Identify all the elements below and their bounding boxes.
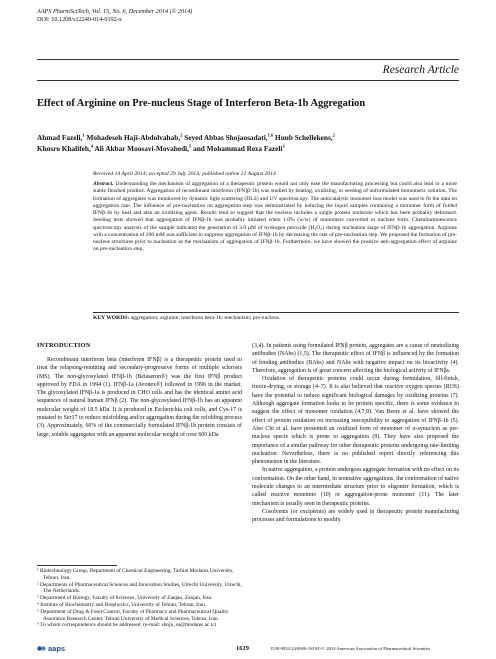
footnote: ² Departments of Pharmaceutical Sciences and Innovation Studies, Utrecht University, Utrecht, The Netherlands. [37,581,243,595]
paragraph: Oxidation of therapeutic proteins could occur during formulation, fill-finish, freeze-drying, or storage (4–7). It is also believed that reactive oxygen species (ROS) have the potential to induce significant biological damages by oxidizing proteins (7). Although aggregate formation looks to be protein specific, there is some evidence to suggest the effect of monomer oxidation (4,7,8). Van Beers et al. have showed the effect of protein oxidation on increasing susceptibility to aggregation of IFNβ-1b (5). Also Chi et al. have presented an oxidized form of monomer of α-synuclein as pre-nucleus specie which is prone to aggregation (9). They have also proposed the importance of a similar pathway for other therapeutic proteins undergoing rate-limiting nucleation. Nevertheless, there is no published report directly referencing this phenomenon in the literature. [252,376,459,466]
footnotes [37,568,242,629]
journal-header: AAPS PharmSciTech, Vol. 15, No. 6, December 2014 (© 2014) [37,8,193,15]
author-name: Huub Schellekens, [275,133,333,142]
author-name: Mohadeseh Haji-Abdolvahab, [86,133,181,142]
author-affiliation: 3 [282,143,285,149]
keywords-rule [93,312,459,313]
footnote: ³ Department of Biology, Faculty of Sciences, University of Zanjan, Zanjan, Iran. [37,595,213,602]
author-affiliation: 2 [332,132,335,138]
bottom-rule [37,80,459,81]
paragraph: (3,4). In patients using formulated IFNβ protein, aggregates are a cause of neutralizing antibodies (NAbs) (1,5). The therapeutic effect of IFNβ is influenced by the formation of binding antibodies (BAbs) and NAbs with negative impact on its bioactivity (4). Therefore, aggregation is of great concern affecting the biological activity of IFNβs. [252,343,459,374]
aaps-logo [37,644,65,653]
abstract-text: Understanding the mechanism of aggregation of a therapeutic protein would not only ease the manufacturing processing but could also lead to a more stable finished product. Aggregation of recombinant interferon (IFN)β-1b) was studied by heating, oxidizing, or seeding of unformulated monomeric solution. The formation of aggregates was monitored by dynamic light scattering (DLS) and UV spectroscopy. The autocatalytic monomer loss model was used to fit the data on aggregation rate. The influence of pre-nucleation on aggregation step was demonstrated by inducing the liquid samples containing a monomer form of folded IFNβ-1b by heat and also an oxidizing agent. Results tend to suggest that the nucleus includes a single protein molecule which has been probably deformed. Seeding tests showed that aggregation of IFNβ-1b was probably initiated when 1.0% (w/w) of monomers converted to nucleus form. Chemiluminescence spectroscopy analysis of the sample indicated the generation of 3.0 μM of hydrogen peroxide (H₂O₂) during nucleation stage of IFNβ-1b aggregation. Arginine with a concentration of 200 mM was sufficient to suppress aggregation of IFNβ-1b by decreasing the rate of pre-nucleation step. We proposed the formation of pre-nucleus structures prior to nucleation as the mechanism of aggregation of IFNβ-1b. Furthermore, we have showed the positive anti-aggregation effect of arginine on pre-nucleation step. [93,181,457,253]
doi-line: DOI: 10.1208/s12249-014-0192-x [37,16,122,23]
aaps-logo-text: aaps [48,644,66,653]
footnote: ⁵ Department of Drug & Food Control, Faculty of Pharmacy and Pharmaceutical Quality Assurance Research Center, Tehran University of Medical Sciences, Tehran, Iran. [37,608,229,622]
left-column [37,356,242,439]
article-title: Effect of Arginine on Pre-nucleus Stage of Interferon Beta-1b Aggregation [37,98,366,109]
author-affiliation: 4 [90,143,94,149]
author-name: Ali Akbar Moosavi-Movahedi, [94,144,189,153]
author-affiliation: 5 [189,143,192,149]
author-name: and Mohammad Reza Fazeli [193,144,283,153]
right-column [252,342,459,525]
received-dates: Received 14 April 2014; accepted 29 July 2014; published online 21 August 2014 [93,171,276,177]
author-affiliation: 1 [82,132,85,138]
footnote-rule [37,565,117,566]
introduction-heading: INTRODUCTION [37,342,91,349]
author-affiliation: 2 [180,132,183,138]
paragraph: In native aggregation, a protein undergoes aggregate formation with no effect on its conformation. On the other hand, in nonnative aggregations, the conformation of native molecule changes to an intermediate structure prior to oligomer formation, which is called reactive monomer (10) or aggregation-prone monomer (11). The later mechanism is usually seen in therapeutic proteins. [252,467,459,507]
keywords-label: KEY WORDS: [93,315,130,321]
paragraph: Recombinant interferon beta (interferon IFNβ) is a therapeutic protein used to treat the relapsing-remitting and secondary-progressive forms of multiple sclerosis (MS). The non-glycosylated IFNβ-1b (Betaseron®) was the first IFNβ product approved by FDA in 1994 (1). IFNβ-1a (Avonex®) followed in 1996 in the market. The glycosylated IFNβ-1a is produced in CHO cells and has the identical amino acid sequences of natural human IFNβ (2). The non-glycosylated IFNβ-1b has an apparent molecular weight of 18.5 kDa. It is produced in Escherichia coli cells, and Cys-17 is mutated to Ser17 to reduce misfolding and/or aggregation during the refolding process (3). Approximately, 60% of the commercially formulated IFNβ-1b protein consists of large, soluble aggregates with an apparent molecular weight of over 600 kDa [37,357,242,438]
abstract-label: Abstract. [93,181,114,187]
top-rule [37,59,459,60]
footnote: ⁴ Institute of Biochemistry and Biophysics, University of Tehran, Tehran, Iran. [37,601,207,608]
abstract [93,181,457,254]
aaps-logo-icon [37,645,46,652]
author-list [37,132,467,154]
author-name: Seyed Abbas Shojaosadati, [184,133,268,142]
footnote: ⁶ To whom correspondence should be addressed. (e-mail: shoja_sa@modares.ac.ir) [37,622,216,629]
author-affiliation: 1,6 [267,132,274,138]
page-number: 1619 [236,645,249,652]
author-name: Ahmad Fazeli, [37,133,83,142]
keywords-text: aggregation; arginine; interferon beta-1b; mechanism; pre-nucleus. [130,315,281,321]
paragraph: Cosolvents (or excipients) are widely used in therapeutic protein manufacturing processes and formulations to modify [252,508,459,524]
copyright-line: 1530-9932/14/0600-1619/0 © 2014 American Association of Pharmaceutical Scientists [270,646,431,651]
footnote: ¹ Biotechnology Group, Department of Chemical Engineering, Tarbiat Modares University, Tehran, Iran. [37,568,234,581]
keywords [93,315,457,321]
section-label: Research Article [382,64,459,76]
author-name: Khosro Khalifeh, [37,144,91,153]
